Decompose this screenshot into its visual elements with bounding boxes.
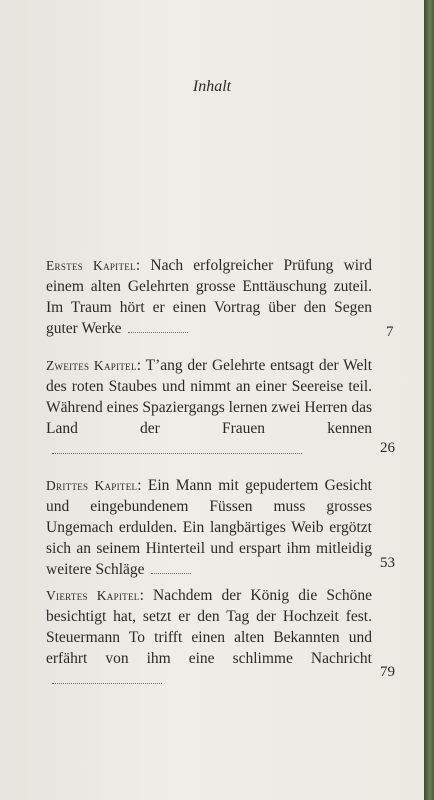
chapter-label: Drittes Kapitel (46, 478, 138, 493)
chapter-label: Erstes Kapitel (46, 258, 136, 273)
toc-entry-3 (46, 475, 372, 580)
chapter-summary: : Nachdem der König die Schöne besichtigt hat, setzt er den Tag der Hochzeit fest. Steuermann To trifft einen alten Bekannten und erfährt von ihm eine schlimme Nachricht (46, 587, 372, 667)
leader-dots (151, 572, 191, 574)
leader-dots (52, 452, 302, 454)
page-number: 53 (380, 555, 395, 571)
chapter-summary: : T’ang der Gelehrte entsagt der Welt des roten Staubes und nimmt an einer Seereise teil. Während eines Spaziergangs lernen zwei Herren das Land der Frauen kennen (46, 357, 373, 437)
chapter-summary: : Ein Mann mit gepudertem Gesicht und eingebundenem Füssen muss grosses Ungemach erdulden. Ein langbärtiges Weib ergötzt sich an seinem Hinterteil und erspart ihm mitleidig weitere Schläge (46, 477, 372, 578)
chapter-label: Viertes Kapitel (46, 588, 140, 603)
toc-entry-2 (46, 355, 372, 460)
page-number: 26 (380, 440, 395, 456)
page-number: 7 (386, 324, 394, 340)
toc-entry-1 (46, 255, 372, 339)
leader-dots (52, 682, 162, 684)
leader-dots (128, 331, 188, 333)
book-cover-edge (424, 0, 434, 800)
chapter-summary: : Nach erfolgreicher Prüfung wird einem alten Gelehrten grosse Enttäuschung zuteil. Im Traum hört er einen Vortrag über den Segen guter Werke (46, 257, 372, 337)
page-number: 79 (380, 664, 395, 680)
chapter-label: Zweites Kapitel (46, 358, 137, 373)
page-title: Inhalt (192, 78, 232, 95)
toc-entry-4 (46, 585, 372, 690)
